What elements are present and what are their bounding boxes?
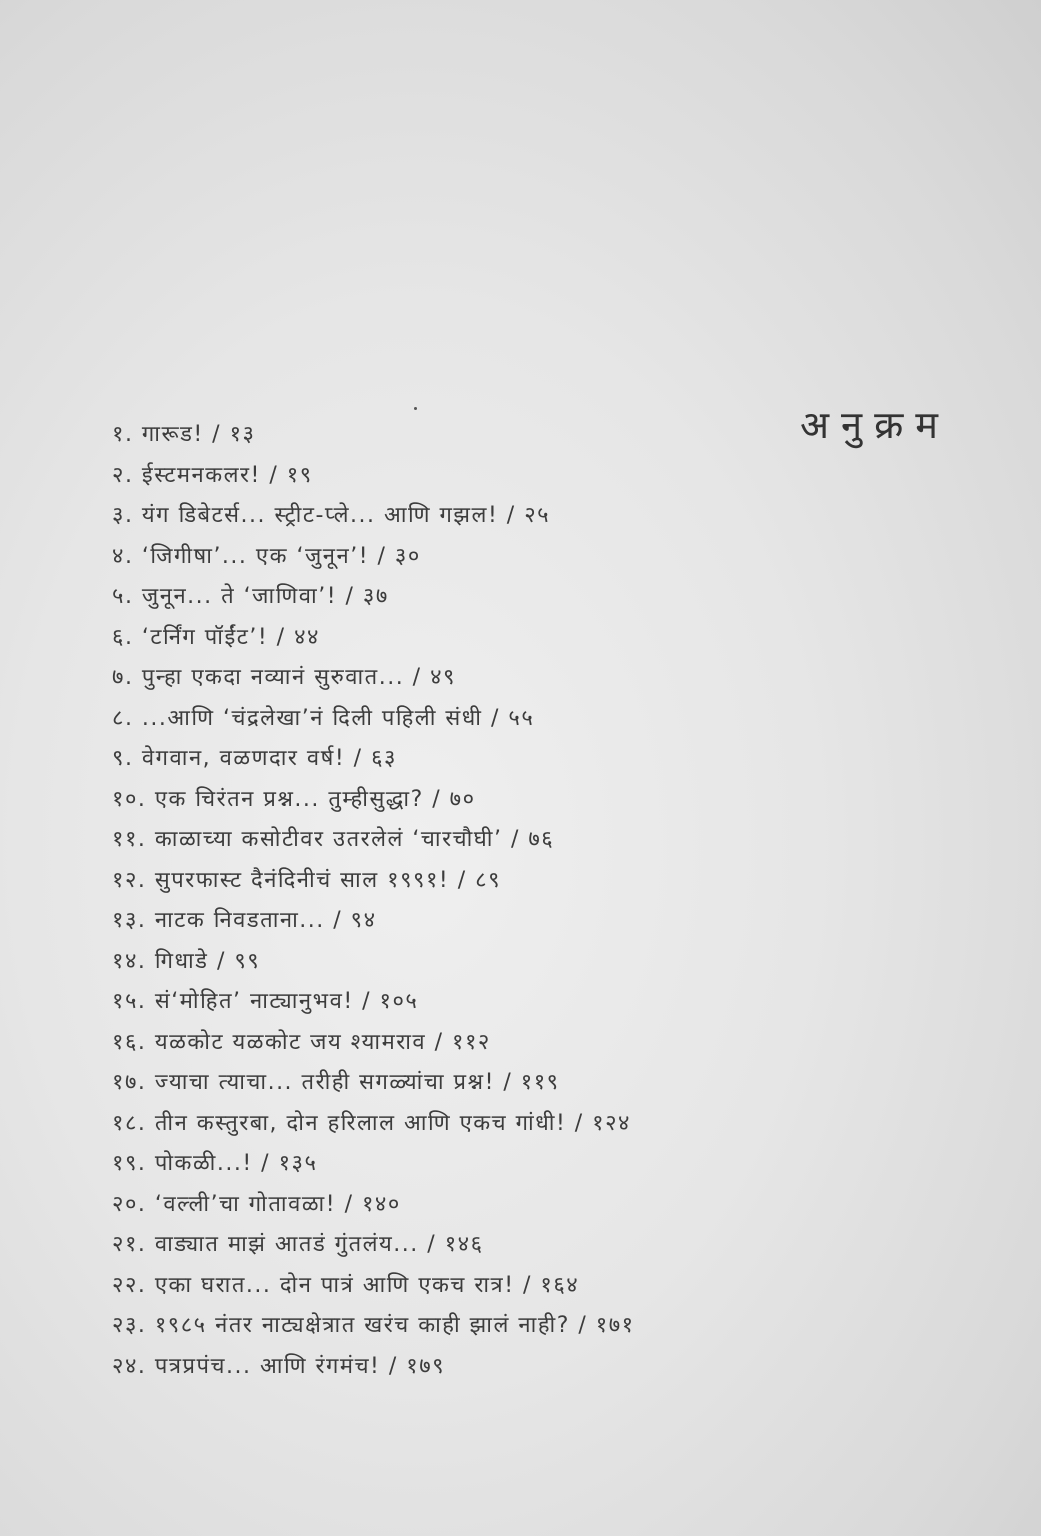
toc-entry: २. ईस्टमनकलर! / १९ — [112, 462, 313, 488]
toc-entry: ३. यंग डिबेटर्स... स्ट्रीट-प्ले... आणि गझल! / २५ — [112, 503, 551, 528]
toc-entry: ६. ‘टर्निंग पॉईंट’! / ४४ — [112, 624, 320, 650]
ink-speck — [414, 407, 417, 410]
toc-entry: १९. पोकळी...! / १३५ — [112, 1151, 318, 1176]
toc-entry: २१. वाड्यात माझं आतडं गुंतलंय... / १४६ — [112, 1232, 484, 1257]
toc-entry: १. गारूड! / १३ — [112, 422, 256, 447]
toc-entry: १५. सं‘मोहित’ नाट्यानुभव! / १०५ — [112, 989, 419, 1014]
toc-entry: ७. पुन्हा एकदा नव्यानं सुरुवात... / ४९ — [112, 665, 456, 690]
toc-entry: ११. काळाच्या कसोटीवर उतरलेलं ‘चारचौघी’ / ७६ — [112, 827, 555, 852]
toc-entry: १३. नाटक निवडताना... / ९४ — [112, 908, 377, 933]
toc-entry: १२. सुपरफास्ट दैनंदिनीचं साल १९९१! / ८९ — [112, 867, 502, 893]
toc-entry: २०. ‘वल्ली’चा गोतावळा! / १४० — [112, 1191, 401, 1217]
toc-entry: २२. एका घरात... दोन पात्रं आणि एकच रात्र! / १६४ — [112, 1272, 580, 1298]
toc-entry: १०. एक चिरंतन प्रश्न... तुम्हीसुद्धा? / ७० — [112, 786, 476, 812]
toc-entry: २४. पत्रप्रपंच... आणि रंगमंच! / १७९ — [112, 1353, 446, 1379]
toc-entry: १६. यळकोट यळकोट जय श्यामराव / ११२ — [112, 1029, 491, 1055]
table-of-contents — [112, 415, 635, 1387]
toc-entry: १४. गिधाडे / ९९ — [112, 948, 261, 974]
toc-entry: ४. ‘जिगीषा’... एक ‘जुनून’! / ३० — [112, 543, 421, 569]
toc-entry: २३. १९८५ नंतर नाट्यक्षेत्रात खरंच काही झालं नाही? / १७१ — [112, 1313, 635, 1338]
toc-entry: ९. वेगवान, वळणदार वर्ष! / ६३ — [112, 746, 397, 771]
toc-entry: ८. ...आणि ‘चंद्रलेखा’नं दिली पहिली संधी / ५५ — [112, 705, 535, 731]
toc-entry: ५. जुनून... ते ‘जाणिवा’! / ३७ — [112, 584, 389, 609]
toc-entry: १८. तीन कस्तुरबा, दोन हरिलाल आणि एकच गांधी! / १२४ — [112, 1110, 631, 1136]
toc-heading: अनुक्रम — [800, 403, 951, 447]
toc-entry: १७. ज्याचा त्याचा... तरीही सगळ्यांचा प्रश्न! / ११९ — [112, 1070, 560, 1095]
